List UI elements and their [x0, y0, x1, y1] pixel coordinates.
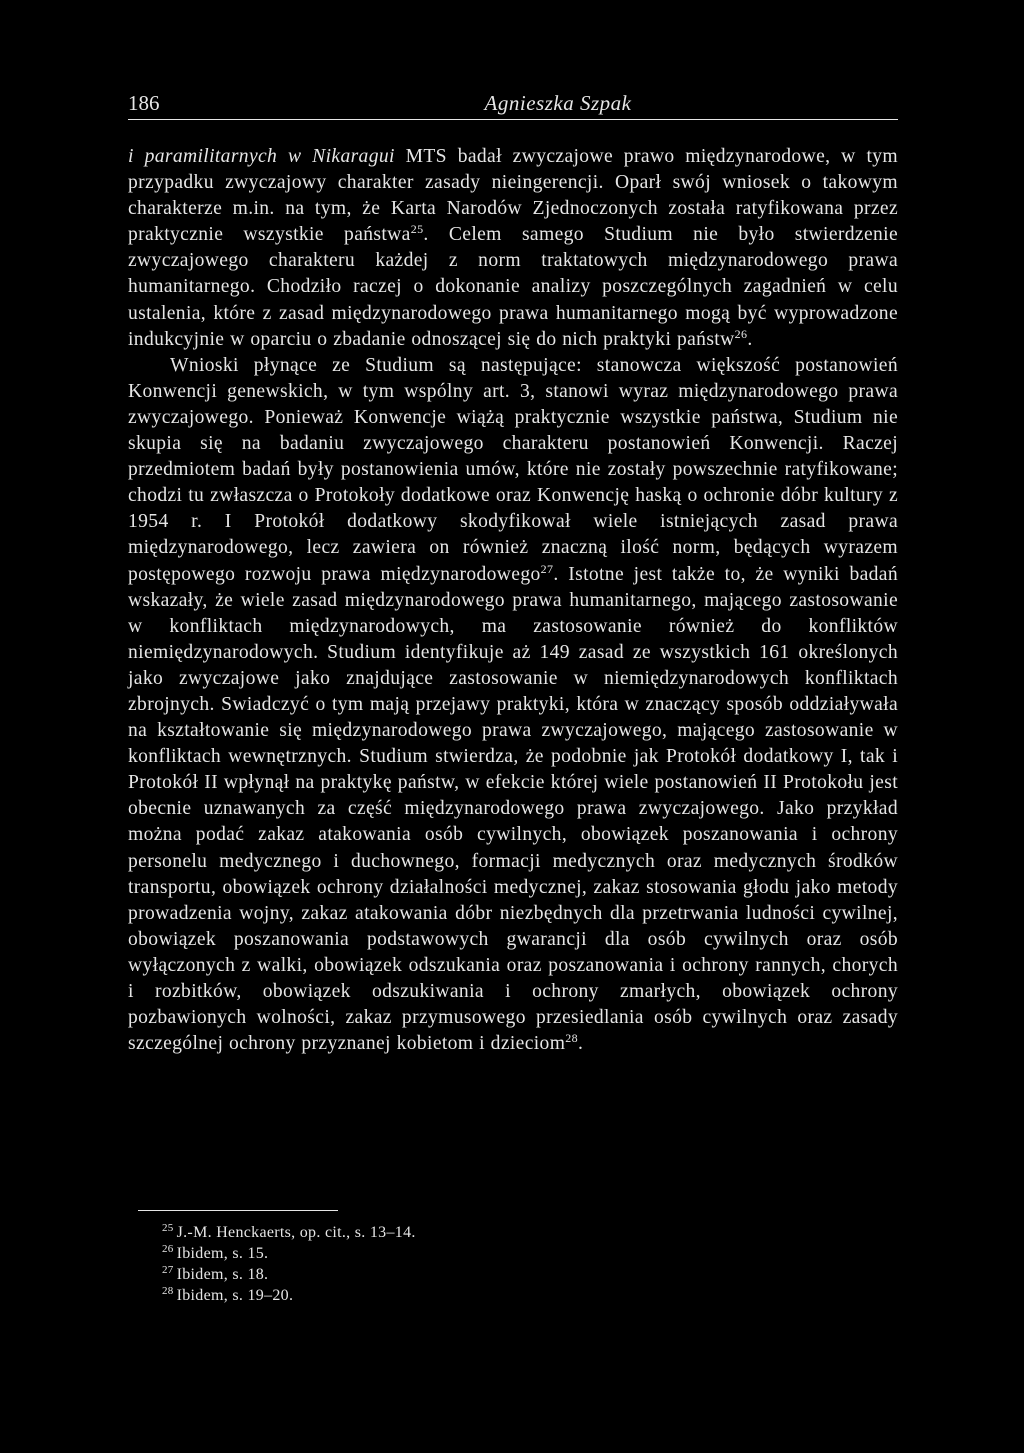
footnote-number: 25	[162, 1222, 174, 1234]
running-header-author: Agnieszka Szpak	[484, 91, 632, 115]
paragraph-text: Wnioski płynące ze Studium są następujące: stanowcza większość postanowień Konwencji genewskich, w tym wspólny art. 3, stanowi wyraz międzynarodowego prawa zwyczajowego. Ponieważ Konwencje wiążą praktycznie wszystkie państwa, Studium nie skupia się na badaniu zwyczajowego charakteru postanowień Konwencji. Raczej przedmiotem badań były postanowienia umów, które nie zostały powszechnie ratyfikowane; chodzi tu zwłaszcza o Protokoły dodatkowe oraz Konwencję haską o ochronie dóbr kultury z 1954 r. I Protokół dodatkowy skodyfikował wiele istniejących zasad prawa międzynarodowego, lecz zawiera on również znaczną ilość norm, będących wyrazem postępowego rozwoju prawa międzynarodowego	[128, 354, 898, 585]
footnote-ref-28[interactable]: 28	[565, 1031, 578, 1046]
footnote	[162, 1264, 862, 1285]
footnote	[162, 1222, 862, 1243]
paragraph-text: .	[578, 1033, 584, 1055]
footnote-text: J.-M. Henckaerts, op. cit., s. 13–14.	[176, 1224, 416, 1241]
footnotes	[162, 1222, 862, 1306]
footnote-text: Ibidem, s. 18.	[176, 1266, 269, 1283]
footnote	[162, 1285, 862, 1306]
body-text	[128, 144, 898, 1057]
document-page	[128, 90, 898, 1304]
footnote-text: Ibidem, s. 19–20.	[176, 1287, 294, 1304]
paragraph-text: MTS badał zwyczajowe prawo międzynarodowe, w tym przypadku zwyczajowy charakter zasady nieingerencji. Oparł swój wniosek o takowym charakterze m.in. na tym, że Karta Narodów Zjednoczonych została ratyfikowana przez praktycznie wszystkie państwa	[128, 146, 898, 246]
header-rule	[128, 119, 898, 120]
page-number: 186	[128, 91, 160, 115]
paragraph	[128, 353, 898, 1058]
paragraph	[128, 144, 898, 353]
paragraph-text: . Celem samego Studium nie było stwierdzenie zwyczajowego charakteru każdej z norm traktatowych międzynarodowego prawa humanitarnego. Chodziło raczej o dokonanie analizy poszczególnych zagadnień w celu ustalenia, które z zasad międzynarodowego prawa humanitarnego mogą być wyprowadzone indukcyjnie w oparciu o zbadanie odnoszącej się do nich praktyki państw	[128, 224, 898, 350]
footnote-number: 28	[162, 1285, 174, 1297]
running-header	[128, 90, 898, 116]
footnote-number: 26	[162, 1243, 174, 1255]
footnote-number: 27	[162, 1264, 174, 1276]
case-name-italic: i paramilitarnych w Nikaragui	[128, 146, 395, 167]
footnote-separator	[138, 1210, 338, 1211]
footnote	[162, 1243, 862, 1264]
footnote-ref-25[interactable]: 25	[410, 222, 424, 237]
footnote-ref-27[interactable]: 27	[540, 561, 554, 576]
paragraph-text: .	[747, 328, 753, 350]
footnote-text: Ibidem, s. 15.	[176, 1245, 269, 1262]
footnote-ref-26[interactable]: 26	[734, 326, 748, 341]
paragraph-text: . Istotne jest także to, że wyniki badań wskazały, że wiele zasad międzynarodowego prawa humanitarnego, mającego zastosowanie w konfliktach międzynarodowych, ma zastosowanie również do konfliktów niemiędzynarodowych. Studium identyfikuje aż 149 zasad ze wszystkich 161 określonych jako zwyczajowe jako znajdujące zastosowanie w niemiędzynarodowych konfliktach zbrojnych. Swiadczyć o tym mają przejawy praktyki, która w znaczący sposób oddziaływała na kształtowanie się międzynarodowego prawa zwyczajowego, mającego zastosowanie w konfliktach wewnętrznych. Studium stwierdza, że podobnie jak Protokół dodatkowy I, tak i Protokół II wpłynął na praktykę państw, w efekcie której wiele postanowień II Protokołu jest obecnie uznawanych za część międzynarodowego prawa zwyczajowego. Jako przykład można podać zakaz atakowania osób cywilnych, obowiązek poszanowania i ochrony personelu medycznego i duchownego, formacji medycznych oraz medycznych środków transportu, obowiązek ochrony działalności medycznej, zakaz stosowania głodu jako metody prowadzenia wojny, zakaz atakowania dóbr niezbędnych dla przetrwania ludności cywilnej, obowiązek poszanowania podstawowych gwarancji dla osób cywilnych oraz osób wyłączonych z walki, obowiązek odszukania oraz poszanowania i ochrony rannych, chorych i rozbitków, obowiązek odszukiwania i ochrony zmarłych, obowiązek ochrony pozbawionych wolności, zakaz przymusowego przesiedlania osób cywilnych oraz zasady szczególnej ochrony przyznanej kobietom i dzieciom	[128, 563, 898, 1055]
